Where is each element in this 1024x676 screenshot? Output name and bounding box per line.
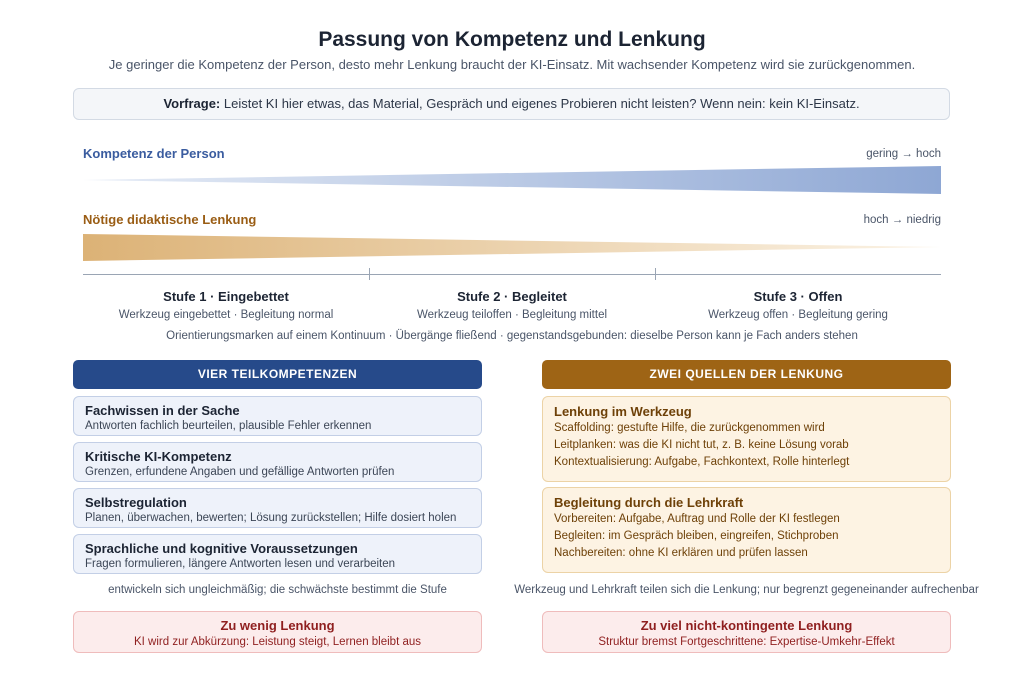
teilkompetenz-card [73, 488, 482, 528]
card-desc: Grenzen, erfundene Angaben und gefällige Antworten prüfen [85, 466, 395, 478]
page-title: Passung von Kompetenz und Lenkung [318, 28, 706, 51]
kompetenz-direction: gering → hoch [866, 148, 941, 160]
stufe-desc: Werkzeug teiloffen · Begleitung mittel [416, 309, 608, 321]
card-desc: Antworten fachlich beurteilen, plausible Fehler erkennen [85, 420, 372, 432]
card-title: Fachwissen in der Sache [85, 403, 240, 418]
lehrkraft-card [542, 487, 951, 573]
lenkung-wedge [83, 234, 941, 261]
warning-desc: Struktur bremst Fortgeschrittene: Expertise-Umkehr-Effekt [598, 636, 895, 648]
card-line: Vorbereiten: Aufgabe, Auftrag und Rolle der KI festlegen [554, 513, 840, 525]
card-line: Leitplanken: was die KI nicht tut, z. B. keine Lösung vorab [554, 439, 849, 451]
teilkompetenz-card [73, 396, 482, 436]
card-title: Sprachliche und kognitive Voraussetzungen [85, 541, 358, 556]
kompetenz-label: Kompetenz der Person [83, 146, 225, 161]
axis-tick [655, 268, 656, 280]
lenkung-label: Nötige didaktische Lenkung [83, 212, 257, 227]
werkzeug-card [542, 396, 951, 482]
orientierung-note: Orientierungsmarken auf einem Kontinuum · Übergänge fließend · gegenstandsgebunden: dieselbe Person kann je Fach anders stehen [166, 330, 858, 342]
stufe-2 [369, 289, 655, 321]
stufe-3 [655, 289, 941, 321]
card-title: Selbstregulation [85, 495, 187, 510]
lenkung-direction: hoch → niedrig [863, 214, 941, 226]
stufe-name: Stufe 1 · Eingebettet [163, 289, 289, 304]
card-desc: Planen, überwachen, bewerten; Lösung zurückstellen; Hilfe dosiert holen [85, 512, 457, 524]
continuum-wedges [0, 0, 1024, 300]
card-desc: Fragen formulieren, längere Antworten lesen und verarbeiten [85, 558, 396, 570]
continuum-axis [83, 274, 941, 275]
warning-title: Zu viel nicht-kontingente Lenkung [640, 618, 853, 633]
card-line: Begleiten: im Gespräch bleiben, eingreifen, Stichproben [554, 530, 839, 542]
stufe-desc: Werkzeug offen · Begleitung gering [708, 309, 888, 321]
warning-zu-wenig [73, 611, 482, 653]
card-line: Scaffolding: gestufte Hilfe, die zurückgenommen wird [554, 422, 825, 434]
vorfrage-text: Leistet KI hier etwas, das Material, Gespräch und eigenes Probieren nicht leisten? Wenn nein: kein KI-Einsatz. [223, 96, 860, 111]
card-line: Nachbereiten: ohne KI erklären und prüfen lassen [554, 547, 808, 559]
stufe-desc: Werkzeug eingebettet · Begleitung normal [118, 309, 334, 321]
vorfrage-label: Vorfrage: [163, 96, 221, 111]
teilkompetenzen-note: entwickeln sich ungleichmäßig; die schwächste bestimmt die Stufe [108, 584, 447, 596]
card-title: Begleitung durch die Lehrkraft [554, 495, 744, 510]
card-line: Kontextualisierung: Aufgabe, Fachkontext, Rolle hinterlegt [554, 456, 850, 468]
teilkompetenz-card [73, 442, 482, 482]
page-subtitle: Je geringer die Kompetenz der Person, desto mehr Lenkung braucht der KI-Einsatz. Mit wachsender Kompetenz wird sie zurückgenommen. [108, 57, 916, 72]
card-title: Kritische KI-Kompetenz [85, 449, 232, 464]
teilkompetenzen-header: VIER TEILKOMPETENZEN [73, 360, 482, 389]
warning-desc: KI wird zur Abkürzung: Leistung steigt, Lernen bleibt aus [133, 636, 422, 648]
card-title: Lenkung im Werkzeug [554, 404, 692, 419]
stufe-name: Stufe 2 · Begleitet [457, 289, 567, 304]
axis-tick [369, 268, 370, 280]
warning-zu-viel [542, 611, 951, 653]
stufe-1 [83, 289, 369, 321]
quellen-note: Werkzeug und Lehrkraft teilen sich die Lenkung; nur begrenzt gegeneinander aufrechenbar [514, 584, 979, 596]
stufe-name: Stufe 3 · Offen [753, 289, 843, 304]
warning-title: Zu wenig Lenkung [220, 618, 335, 633]
teilkompetenz-card [73, 534, 482, 574]
kompetenz-wedge [83, 166, 941, 194]
quellen-header: ZWEI QUELLEN DER LENKUNG [542, 360, 951, 389]
